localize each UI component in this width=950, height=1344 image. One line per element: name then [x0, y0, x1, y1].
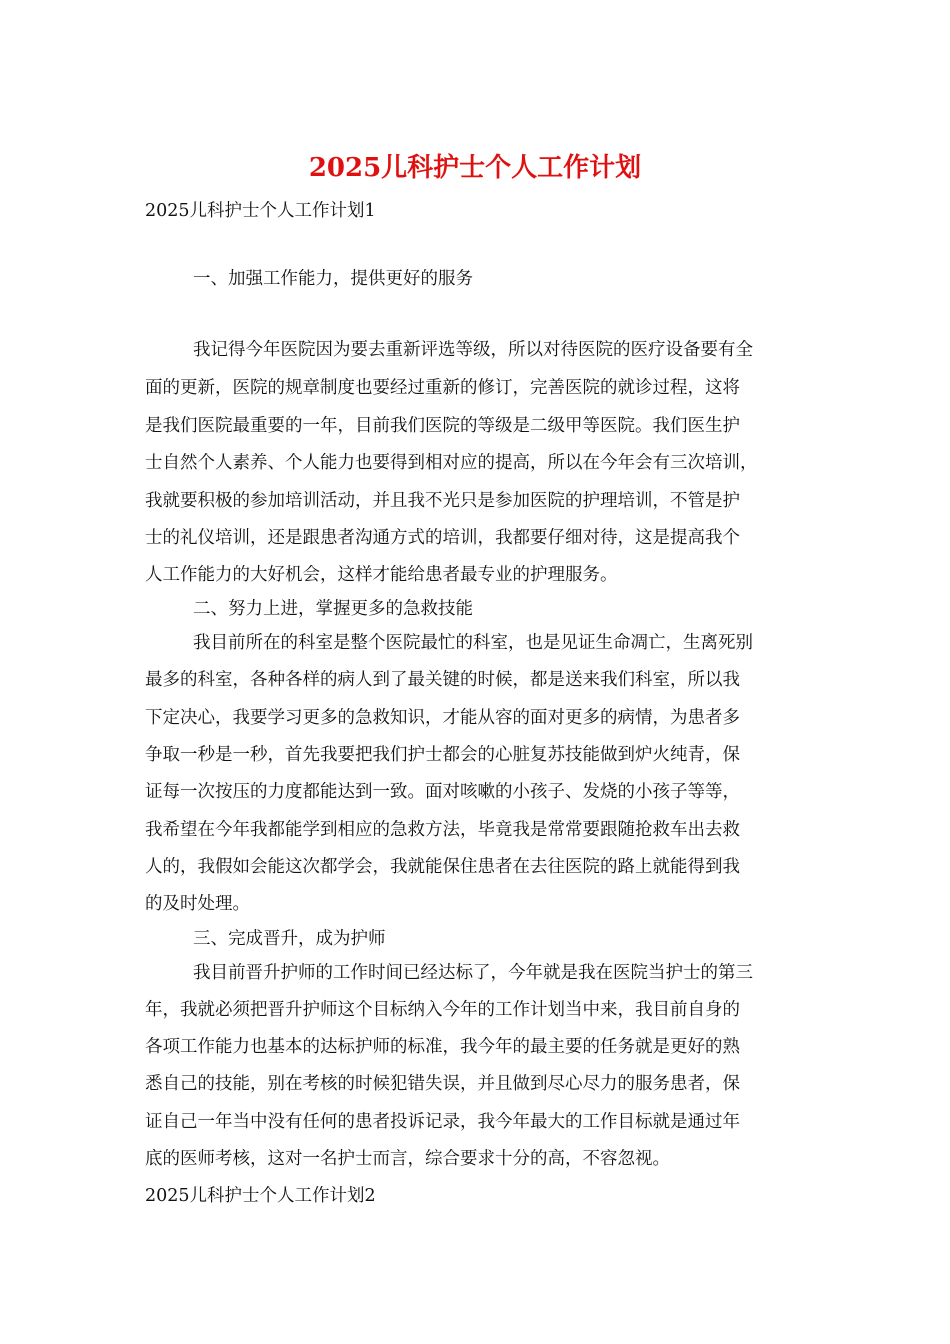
paragraph-3-line: 各项工作能力也基本的达标护师的标准，我今年的最主要的任务就是更好的熟 — [145, 1037, 740, 1057]
paragraph-2-line: 争取一秒是一秒，首先我要把我们护士都会的心脏复苏技能做到炉火纯青，保 — [145, 745, 740, 765]
paragraph-2-line: 我目前所在的科室是整个医院最忙的科室，也是见证生命凋亡，生离死别 — [193, 633, 753, 653]
paragraph-2-line: 人的，我假如会能这次都学会，我就能保住患者在去往医院的路上就能得到我 — [145, 857, 740, 877]
paragraph-2-line: 最多的科室，各种各样的病人到了最关键的时候，都是送来我们科室，所以我 — [145, 670, 740, 690]
heading-3: 三、完成晋升，成为护师 — [193, 929, 386, 949]
paragraph-1-line: 人工作能力的大好机会，这样才能给患者最专业的护理服务。 — [145, 565, 618, 585]
document-title: 2025儿科护士个人工作计划 — [308, 153, 642, 183]
paragraph-1-line: 是我们医院最重要的一年，目前我们医院的等级是二级甲等医院。我们医生护 — [145, 416, 740, 436]
section-title-1: 2025儿科护士个人工作计划1 — [145, 201, 376, 221]
paragraph-1-line: 我就要积极的参加培训活动，并且我不光只是参加医院的护理培训，不管是护 — [145, 491, 740, 511]
heading-2: 二、努力上进，掌握更多的急救技能 — [193, 599, 473, 619]
paragraph-1-line: 士自然个人素养、个人能力也要得到相对应的提高，所以在今年会有三次培训， — [145, 453, 758, 473]
paragraph-1-line: 面的更新，医院的规章制度也要经过重新的修订，完善医院的就诊过程，这将 — [145, 378, 740, 398]
paragraph-1-line: 我记得今年医院因为要去重新评选等级，所以对待医院的医疗设备要有全 — [193, 340, 753, 360]
paragraph-3-line: 年，我就必须把晋升护师这个目标纳入今年的工作计划当中来，我目前自身的 — [145, 1000, 740, 1020]
paragraph-2-line: 的及时处理。 — [145, 894, 250, 914]
paragraph-3-line: 悉自己的技能，别在考核的时候犯错失误，并且做到尽心尽力的服务患者，保 — [145, 1074, 740, 1094]
paragraph-3-line: 我目前晋升护师的工作时间已经达标了，今年就是我在医院当护士的第三 — [193, 963, 753, 983]
paragraph-2-line: 下定决心，我要学习更多的急救知识，才能从容的面对更多的病情，为患者多 — [145, 708, 740, 728]
section-title-2: 2025儿科护士个人工作计划2 — [145, 1186, 376, 1206]
paragraph-3-line: 底的医师考核，这对一名护士而言，综合要求十分的高，不容忽视。 — [145, 1149, 670, 1169]
paragraph-3-line: 证自己一年当中没有任何的患者投诉记录，我今年最大的工作目标就是通过年 — [145, 1112, 740, 1132]
paragraph-1-line: 士的礼仪培训，还是跟患者沟通方式的培训，我都要仔细对待，这是提高我个 — [145, 528, 740, 548]
paragraph-2-line: 我希望在今年我都能学到相应的急救方法，毕竟我是常常要跟随抢救车出去救 — [145, 820, 740, 840]
heading-1: 一、加强工作能力，提供更好的服务 — [193, 269, 473, 289]
paragraph-2-line: 证每一次按压的力度都能达到一致。面对咳嗽的小孩子、发烧的小孩子等等， — [145, 782, 740, 802]
